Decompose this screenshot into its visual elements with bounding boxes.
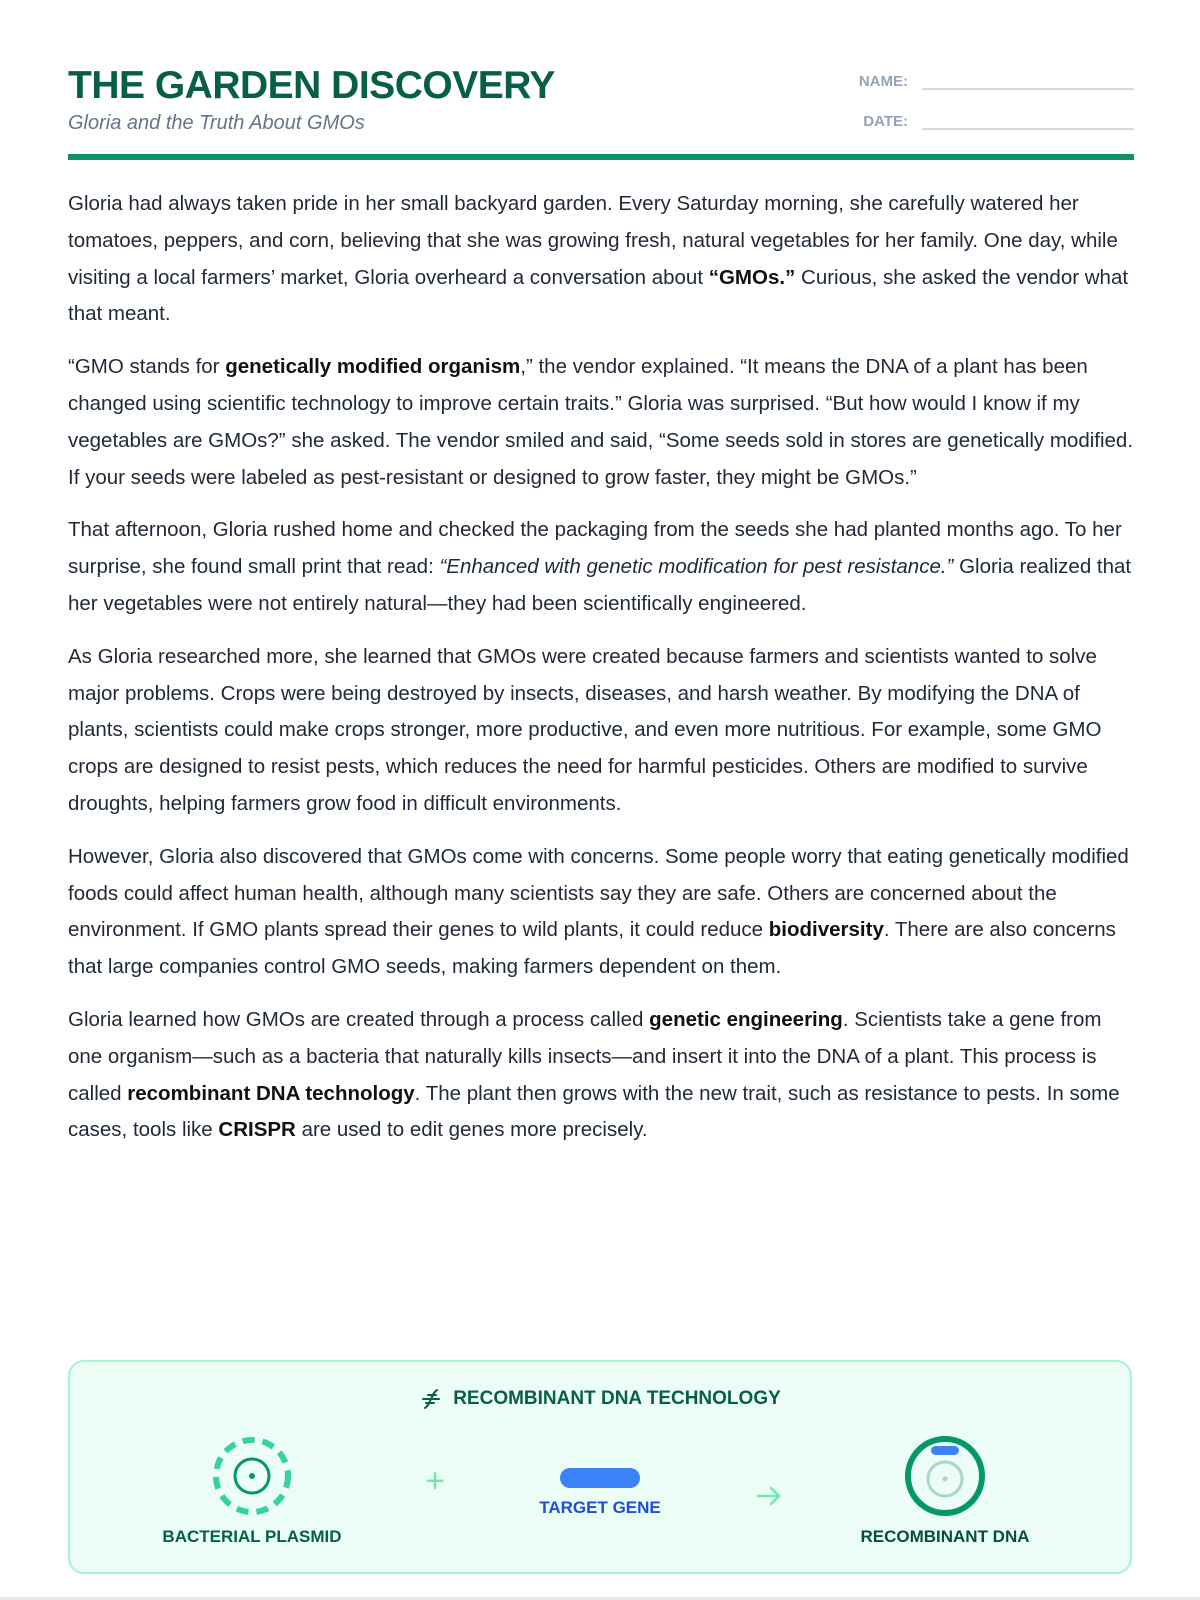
- text: “GMO stands for: [68, 355, 226, 379]
- header-divider: [68, 154, 1134, 160]
- date-input-line[interactable]: [922, 108, 1134, 130]
- target-gene-label: TARGET GENE: [539, 1498, 661, 1517]
- diagram-title: [70, 1387, 1130, 1411]
- bold-term: genetically modified organism: [225, 355, 521, 379]
- text: That afternoon, Gloria rushed home and checked the packaging from the seeds she had planted months ago. To her surprise, she found small print that read:: [68, 518, 1122, 579]
- dna-icon: [419, 1387, 443, 1411]
- bold-term: biodiversity: [768, 918, 884, 942]
- recombinant-step: [845, 1434, 1045, 1547]
- text: . Scientists take a gene from one organism—such as a bacteria that naturally kills insects—and insert it into the DNA of a plant. This process is called: [68, 1007, 1102, 1105]
- text: Gloria realized that her vegetables were not entirely natural—they had been scientifically engineered.: [68, 555, 1132, 615]
- date-field[interactable]: [838, 108, 1134, 130]
- bold-term: “GMOs.”: [708, 265, 796, 289]
- recombinant-dna-diagram: [68, 1360, 1132, 1574]
- name-input-line[interactable]: [922, 68, 1134, 90]
- text: . The plant then grows with the new trait, such as resistance to pests. In some cases, tools like: [68, 1081, 1120, 1142]
- recombinant-label: RECOMBINANT DNA: [860, 1527, 1030, 1546]
- italic-quote: “Enhanced with genetic modification for pest resistance.”: [439, 555, 954, 579]
- text: However, Gloria also discovered that GMOs come with concerns. Some people worry that eating genetically modified foods could affect human health, although many scientists say they are safe. Others are concerned about the environment. If GMO plants spread their genes to wild plants, it could reduce: [68, 844, 1129, 942]
- text: As Gloria researched more, she learned that GMOs were created because farmers and scientists wanted to solve major problems. Crops were being destroyed by insects, diseases, and harsh weather. By modifying the DNA of plants, scientists could make crops stronger, more productive, and even more nutritious. For example, some GMO crops are designed to resist pests, which reduces the need for harmful pesticides. Others are modified to survive droughts, helping farmers grow food in difficult environments.: [68, 644, 1102, 815]
- bold-term: CRISPR: [218, 1118, 296, 1142]
- paragraph-6: [68, 1002, 1138, 1149]
- gene-segment-icon: [560, 1468, 640, 1488]
- bold-term: genetic engineering: [649, 1007, 843, 1031]
- plus-sign: +: [425, 1462, 445, 1500]
- bold-term: recombinant DNA technology: [127, 1081, 415, 1105]
- plasmid-label: BACTERIAL PLASMID: [162, 1527, 342, 1546]
- story-text: [68, 186, 1138, 1165]
- name-label: NAME:: [858, 73, 908, 90]
- page-subtitle: Gloria and the Truth About GMOs: [68, 112, 365, 134]
- plasmid-icon: [210, 1434, 294, 1518]
- text: are used to edit genes more precisely.: [295, 1118, 648, 1142]
- text: Gloria learned how GMOs are created through a process called: [68, 1007, 650, 1031]
- plasmid-step: [162, 1434, 342, 1547]
- paragraph-3: [68, 512, 1138, 622]
- worksheet-header: [68, 64, 1134, 160]
- arrow-right-icon: [755, 1484, 783, 1508]
- paragraph-4: [68, 639, 1138, 823]
- text: . There are also concerns that large companies control GMO seeds, making farmers dependent on them.: [68, 918, 1116, 979]
- text: ,” the vendor explained. “It means the DNA of a plant has been changed using scientific technology to improve certain traits.” Gloria was surprised. “But how would I know if my vegetables are GMOs?” she asked. The vendor smiled and said, “Some seeds sold in stores are genetically modified. If your seeds were labeled as pest-resistant or designed to grow faster, they might be GMOs.”: [68, 355, 1134, 489]
- page-title: THE GARDEN DISCOVERY: [68, 64, 555, 107]
- recombinant-dna-icon: [903, 1434, 987, 1518]
- paragraph-2: [68, 349, 1138, 496]
- name-field[interactable]: [838, 68, 1134, 90]
- target-gene-step: [525, 1468, 675, 1518]
- text: Curious, she asked the vendor what that meant.: [68, 265, 1129, 326]
- diagram-title-text: RECOMBINANT DNA TECHNOLOGY: [453, 1388, 781, 1410]
- text: Gloria had always taken pride in her small backyard garden. Every Saturday morning, she carefully watered her tomatoes, peppers, and corn, believing that she was growing fresh, natural vegetables for her family. One day, while visiting a local farmers’ market, Gloria overheard a conversation about: [68, 192, 1118, 289]
- paragraph-5: [68, 839, 1138, 986]
- date-label: DATE:: [863, 113, 908, 130]
- paragraph-1: [68, 186, 1138, 333]
